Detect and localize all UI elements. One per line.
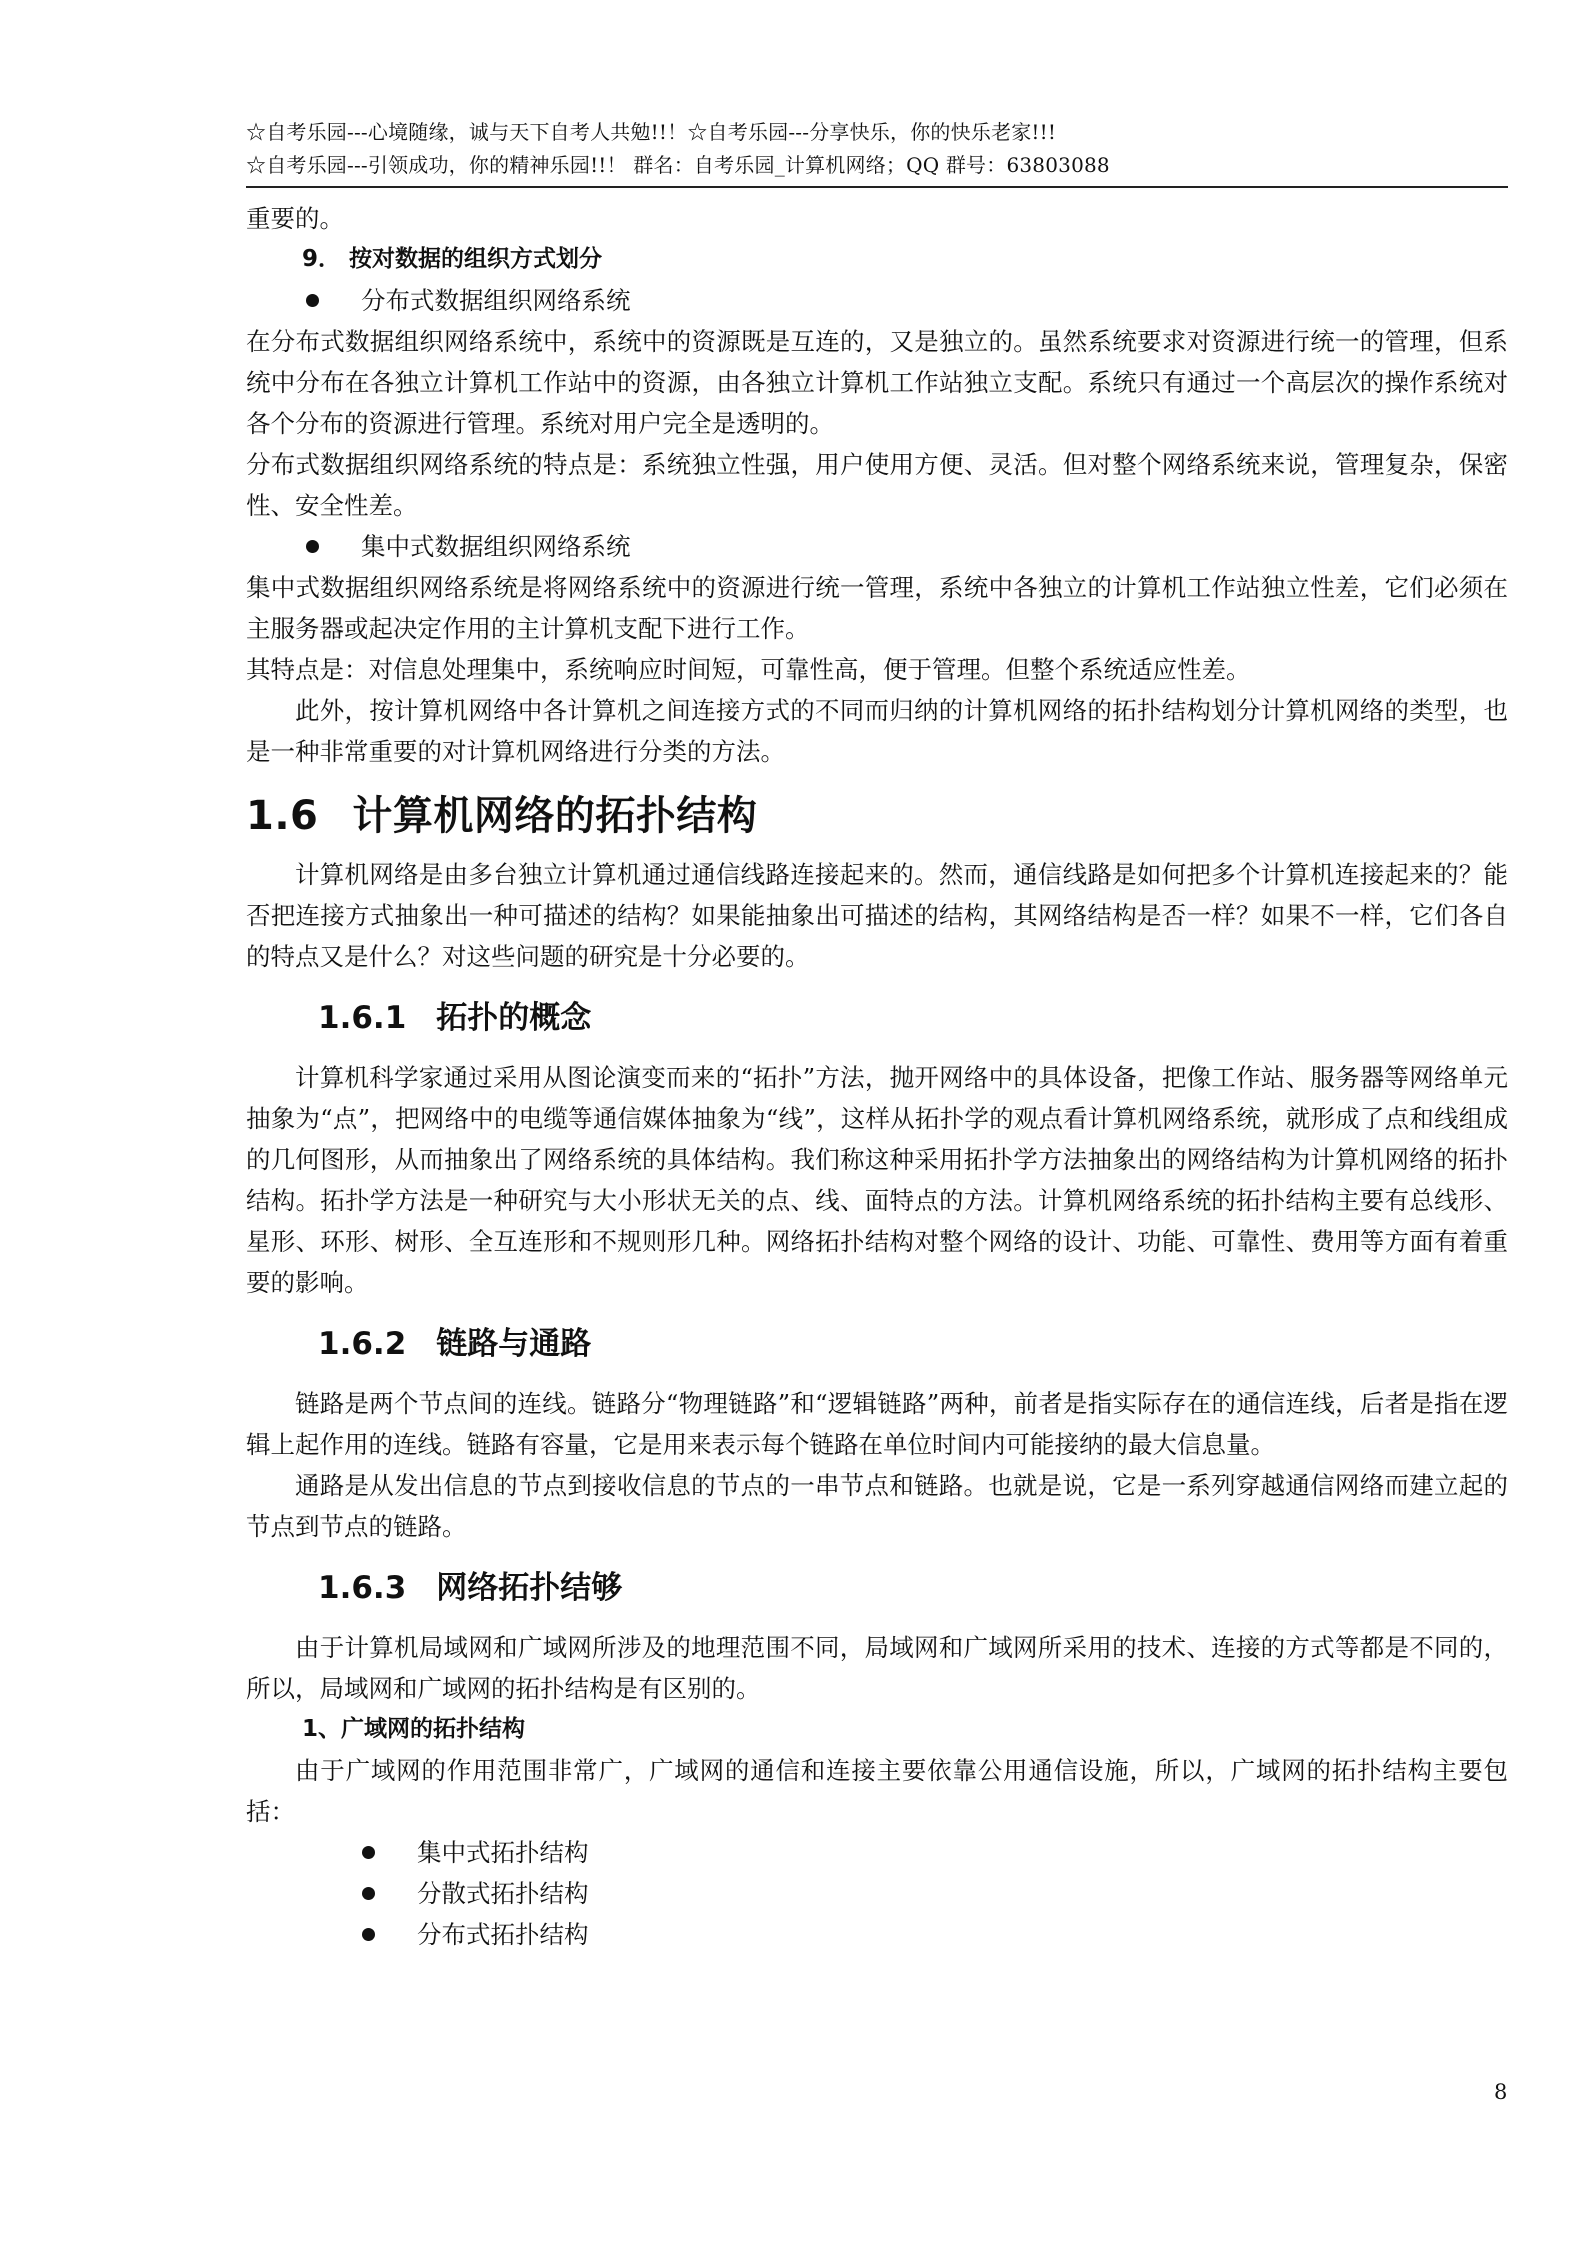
header-line-2: ☆自考乐园---引领成功，你的精神乐园!!！ 群名：自考乐园_计算机网络；QQ 群号：63803088 [246, 153, 1110, 177]
bullet-wan-item-label: 集中式拓扑结构 [417, 1838, 589, 1867]
paragraph-wan: 由于广域网的作用范围非常广，广域网的通信和连接主要依靠公用通信设施，所以，广域网的拓扑结构主要包括： [246, 1756, 1508, 1826]
bullet-centralized [246, 526, 1508, 567]
subsection-number: 1.6.2 [318, 1326, 407, 1362]
bullet-icon [362, 1887, 375, 1900]
bullet-wan-item [246, 1832, 1508, 1873]
bullet-icon [362, 1846, 375, 1859]
bullet-icon [362, 1928, 375, 1941]
subsection-title: 拓扑的概念 [436, 1000, 592, 1036]
page-number: 8 [1494, 2080, 1508, 2104]
bullet-icon [306, 540, 319, 553]
section-heading-1-6 [246, 788, 1508, 844]
paragraph-centralized-2: 其特点是：对信息处理集中，系统响应时间短，可靠性高，便于管理。但整个系统适应性差。 [246, 655, 1251, 684]
paragraph-centralized-1: 集中式数据组织网络系统是将网络系统中的资源进行统一管理，系统中各独立的计算机工作站独立性差，它们必须在主服务器或起决定作用的主计算机支配下进行工作。 [246, 573, 1508, 643]
subheading-9: 9． 按对数据的组织方式划分 [302, 246, 603, 272]
subsection-heading-1-6-1 [318, 995, 1508, 1041]
section-number: 1.6 [246, 793, 319, 839]
bullet-wan-item-label: 分散式拓扑结构 [417, 1879, 589, 1908]
paragraph-top: 重要的。 [246, 204, 344, 233]
header-line-1: ☆自考乐园---心境随缘，诚与天下自考人共勉!!！☆自考乐园---分享快乐，你的快乐老家!!! [246, 120, 1057, 144]
paragraph-besides: 此外，按计算机网络中各计算机之间连接方式的不同而归纳的计算机网络的拓扑结构划分计算机网络的类型，也是一种非常重要的对计算机网络进行分类的方法。 [246, 696, 1508, 766]
paragraph-distributed-2: 分布式数据组织网络系统的特点是：系统独立性强，用户使用方便、灵活。但对整个网络系统来说，管理复杂，保密性、安全性差。 [246, 450, 1508, 520]
bullet-distributed-label: 分布式数据组织网络系统 [361, 286, 631, 315]
subsection-number: 1.6.1 [318, 1000, 407, 1036]
bullet-wan-item [246, 1914, 1508, 1955]
paragraph-path: 通路是从发出信息的节点到接收信息的节点的一串节点和链路。也就是说，它是一系列穿越通信网络而建立起的节点到节点的链路。 [246, 1471, 1508, 1541]
section-title: 计算机网络的拓扑结构 [352, 793, 758, 839]
paragraph-lan-wan: 由于计算机局域网和广域网所涉及的地理范围不同，局域网和广域网所采用的技术、连接的方式等都是不同的，所以，局域网和广域网的拓扑结构是有区别的。 [246, 1633, 1508, 1703]
bullet-wan-item [246, 1873, 1508, 1914]
subsection-number: 1.6.3 [318, 1570, 407, 1606]
bullet-distributed [246, 280, 1508, 321]
subsection-heading-1-6-2 [318, 1321, 1508, 1367]
subsection-title: 网络拓扑结够 [436, 1570, 623, 1606]
bullet-centralized-label: 集中式数据组织网络系统 [361, 532, 631, 561]
page-content [246, 198, 1508, 1955]
bullet-wan-item-label: 分布式拓扑结构 [417, 1920, 589, 1949]
bullet-icon [306, 294, 319, 307]
paragraph-distributed-1: 在分布式数据组织网络系统中，系统中的资源既是互连的，又是独立的。虽然系统要求对资源进行统一的管理，但系统中分布在各独立计算机工作站中的资源，由各独立计算机工作站独立支配。系统只有通过一个高层次的操作系统对各个分布的资源进行管理。系统对用户完全是透明的。 [246, 327, 1508, 438]
page-header [246, 116, 1508, 188]
subheading-wan: 1、广域网的拓扑结构 [302, 1716, 526, 1742]
subsection-title: 链路与通路 [436, 1326, 592, 1362]
subsection-heading-1-6-3 [318, 1565, 1508, 1611]
paragraph-link: 链路是两个节点间的连线。链路分“物理链路”和“逻辑链路”两种，前者是指实际存在的通信连线，后者是指在逻辑上起作用的连线。链路有容量，它是用来表示每个链路在单位时间内可能接纳的最大信息量。 [246, 1389, 1508, 1459]
paragraph-section-intro: 计算机网络是由多台独立计算机通过通信线路连接起来的。然而，通信线路是如何把多个计算机连接起来的？能否把连接方式抽象出一种可描述的结构？如果能抽象出可描述的结构，其网络结构是否一样？如果不一样，它们各自的特点又是什么？对这些问题的研究是十分必要的。 [246, 860, 1508, 971]
paragraph-topology: 计算机科学家通过采用从图论演变而来的“拓扑”方法，抛开网络中的具体设备，把像工作站、服务器等网络单元抽象为“点”，把网络中的电缆等通信媒体抽象为“线”，这样从拓扑学的观点看计算机网络系统，就形成了点和线组成的几何图形，从而抽象出了网络系统的具体结构。我们称这种采用拓扑学方法抽象出的网络结构为计算机网络的拓扑结构。拓扑学方法是一种研究与大小形状无关的点、线、面特点的方法。计算机网络系统的拓扑结构主要有总线形、星形、环形、树形、全互连形和不规则形几种。网络拓扑结构对整个网络的设计、功能、可靠性、费用等方面有着重要的影响。 [246, 1063, 1508, 1297]
